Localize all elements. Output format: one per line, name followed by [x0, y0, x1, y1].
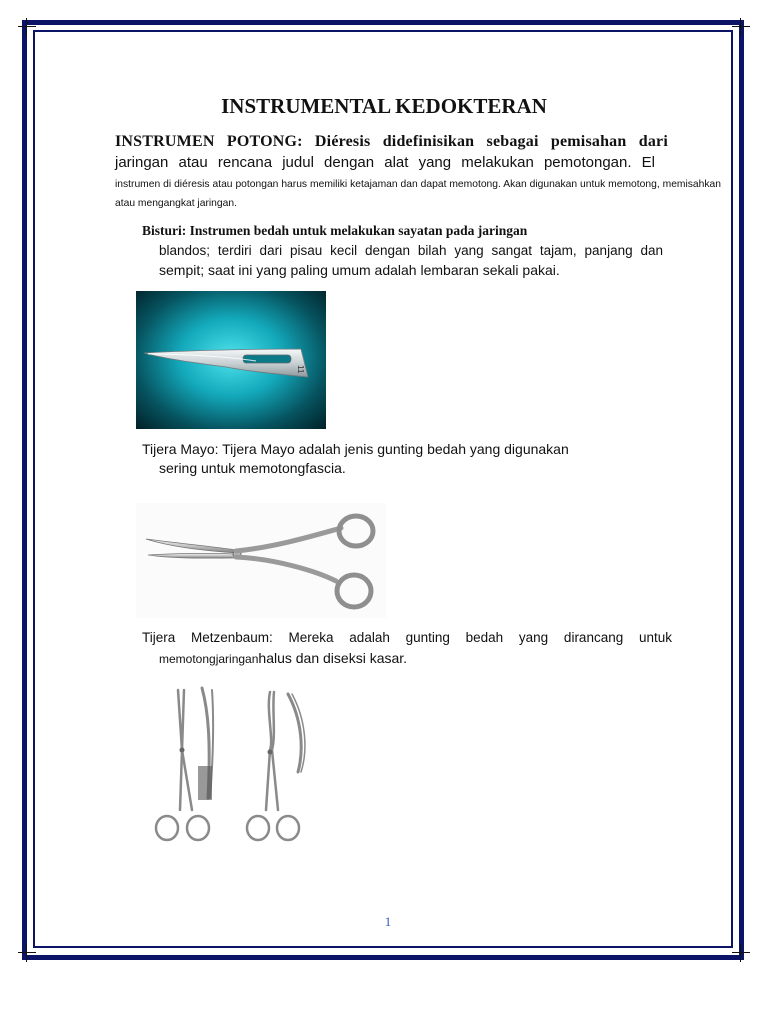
- metzenbaum-line-2: [159, 650, 407, 668]
- metzenbaum-line-1: [138, 630, 672, 645]
- mayo-scissors-drawing: [136, 503, 386, 618]
- scalpel-blade-image: [136, 291, 326, 429]
- mayo-line-1-text: Tijera Mayo: Tijera Mayo adalah jenis gunting bedah yang digunakan: [142, 441, 569, 457]
- crop-mark-bottom-right: [732, 944, 750, 962]
- crop-mark-top-right: [732, 18, 750, 36]
- intro-line-2: jaringan atau rencana judul dengan alat yang melakukan pemotongan. El: [115, 154, 655, 171]
- bisturi-line-2: blandos; terdiri dari pisau kecil dengan bilah yang sangat tajam, panjang dan: [159, 243, 663, 258]
- metzenbaum-line-2b: halus dan diseksi kasar.: [258, 650, 408, 666]
- bisturi-heading-text: Bisturi: Instrumen bedah untuk melakukan sayatan pada jaringan: [142, 223, 528, 238]
- crop-mark-bottom-left: [18, 944, 36, 962]
- bisturi-line-3: sempit; saat ini yang paling umum adalah lembaran sekali pakai.: [159, 262, 560, 278]
- mayo-line-2: sering untuk memotongfascia.: [159, 460, 346, 476]
- intro-heading-line: INSTRUMEN POTONG: Diéresis didefinisikan sebagai pemisahan dari: [115, 133, 668, 150]
- intro-line-3: instrumen di diéresis atau potongan harus memiliki ketajaman dan dapat memotong. Akan digunakan untuk memotong, memisahkan atau mengangkat jaringan.: [115, 179, 721, 209]
- metzenbaum-scissors-image: [136, 680, 320, 862]
- metzenbaum-line-1-text: Tijera Metzenbaum: Mereka adalah gunting bedah yang dirancang untuk: [142, 630, 672, 645]
- page-title: INSTRUMENTAL KEDOKTERAN: [221, 94, 547, 118]
- mayo-scissors-image: [136, 503, 386, 618]
- crop-mark-top-left: [18, 18, 36, 36]
- bisturi-heading: [138, 223, 527, 239]
- blade-number-label: 11: [296, 365, 305, 374]
- scalpel-blade-drawing: [136, 291, 326, 429]
- metzenbaum-line-2a: memotongjaringan: [159, 652, 259, 666]
- mayo-line-1: [138, 441, 569, 457]
- metzenbaum-scissors-drawing: [136, 680, 320, 862]
- page-number: 1: [384, 914, 392, 929]
